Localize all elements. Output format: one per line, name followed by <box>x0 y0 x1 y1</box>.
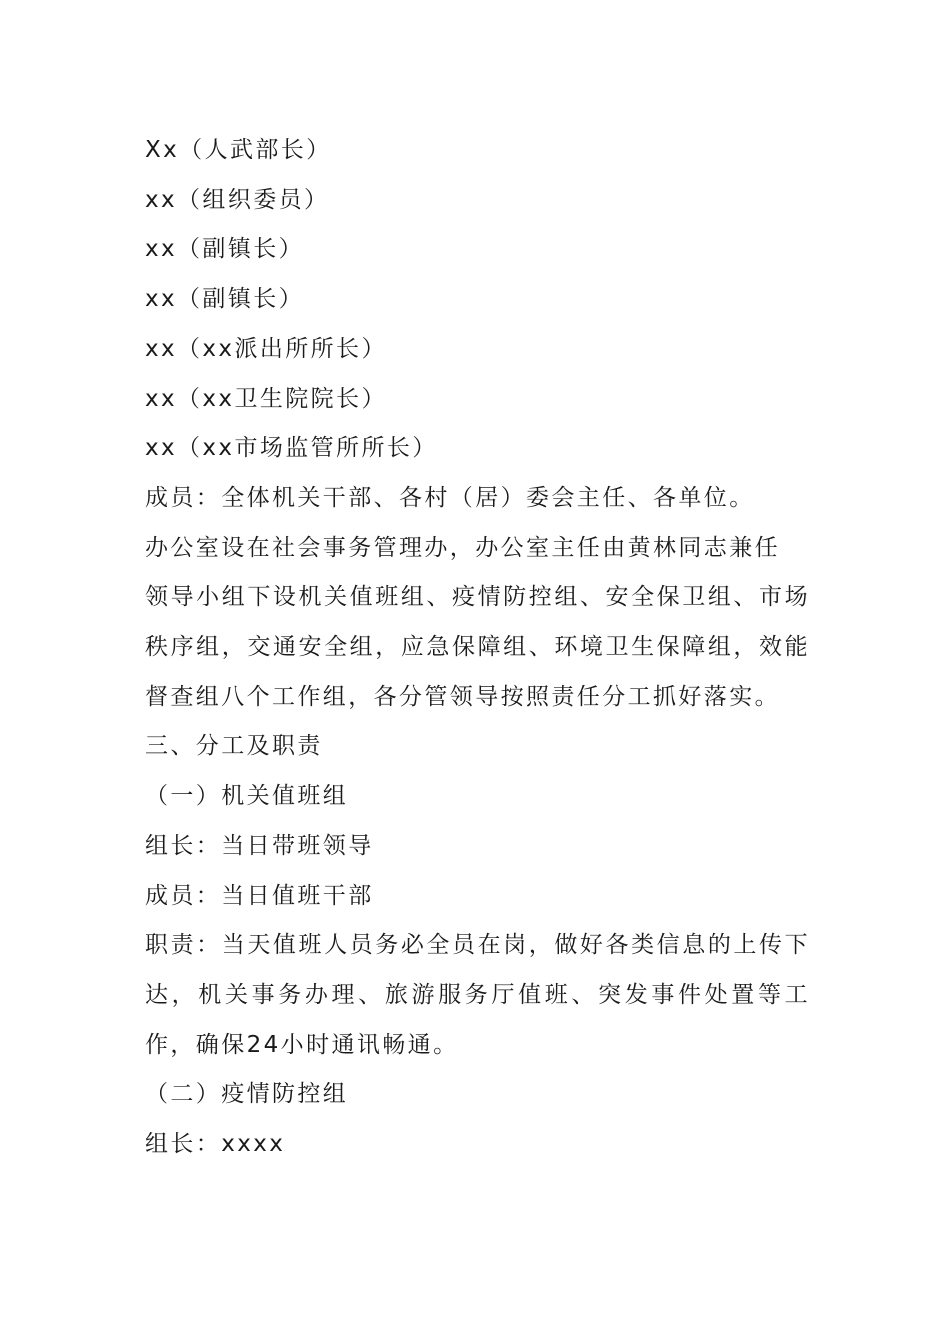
leader-line-3: xx（副镇长） <box>145 236 305 263</box>
group-one-leader: 组长：当日带班领导 <box>145 832 374 859</box>
group-one-duties: 职责：当天值班人员务必全员在岗，做好各类信息的上传下达，机关事务办理、旅游服务厅值班、突发事件处置等工作，确保24小时通讯畅通。 <box>145 932 810 1058</box>
office-line: 办公室设在社会事务管理办，办公室主任由黄林同志兼任 <box>145 534 780 561</box>
group-two-leader: 组长：xxxx <box>145 1131 286 1158</box>
leader-line-5: xx（xx派出所所长） <box>145 335 387 362</box>
group-one-members: 成员：当日值班干部 <box>145 882 374 909</box>
group-two-title: （二）疫情防控组 <box>145 1081 349 1108</box>
leader-line-4: xx（副镇长） <box>145 286 305 313</box>
members-line: 成员：全体机关干部、各村（居）委会主任、各单位。 <box>145 484 755 511</box>
leader-line-7: xx（xx市场监管所所长） <box>145 435 438 462</box>
leader-line-1: Xx（人武部长） <box>145 137 332 163</box>
working-groups-paragraph: 领导小组下设机关值班组、疫情防控组、安全保卫组、市场秩序组，交通安全组，应急保障组、环境卫生保障组，效能督查组八个工作组，各分管领导按照责任分工抓好落实。 <box>145 584 810 710</box>
document-body <box>145 126 810 1170</box>
section-heading-three: 三、分工及职责 <box>145 733 323 760</box>
leader-line-2: xx（组织委员） <box>145 186 330 213</box>
group-one-title: （一）机关值班组 <box>145 783 349 810</box>
leader-line-6: xx（xx卫生院院长） <box>145 385 387 412</box>
